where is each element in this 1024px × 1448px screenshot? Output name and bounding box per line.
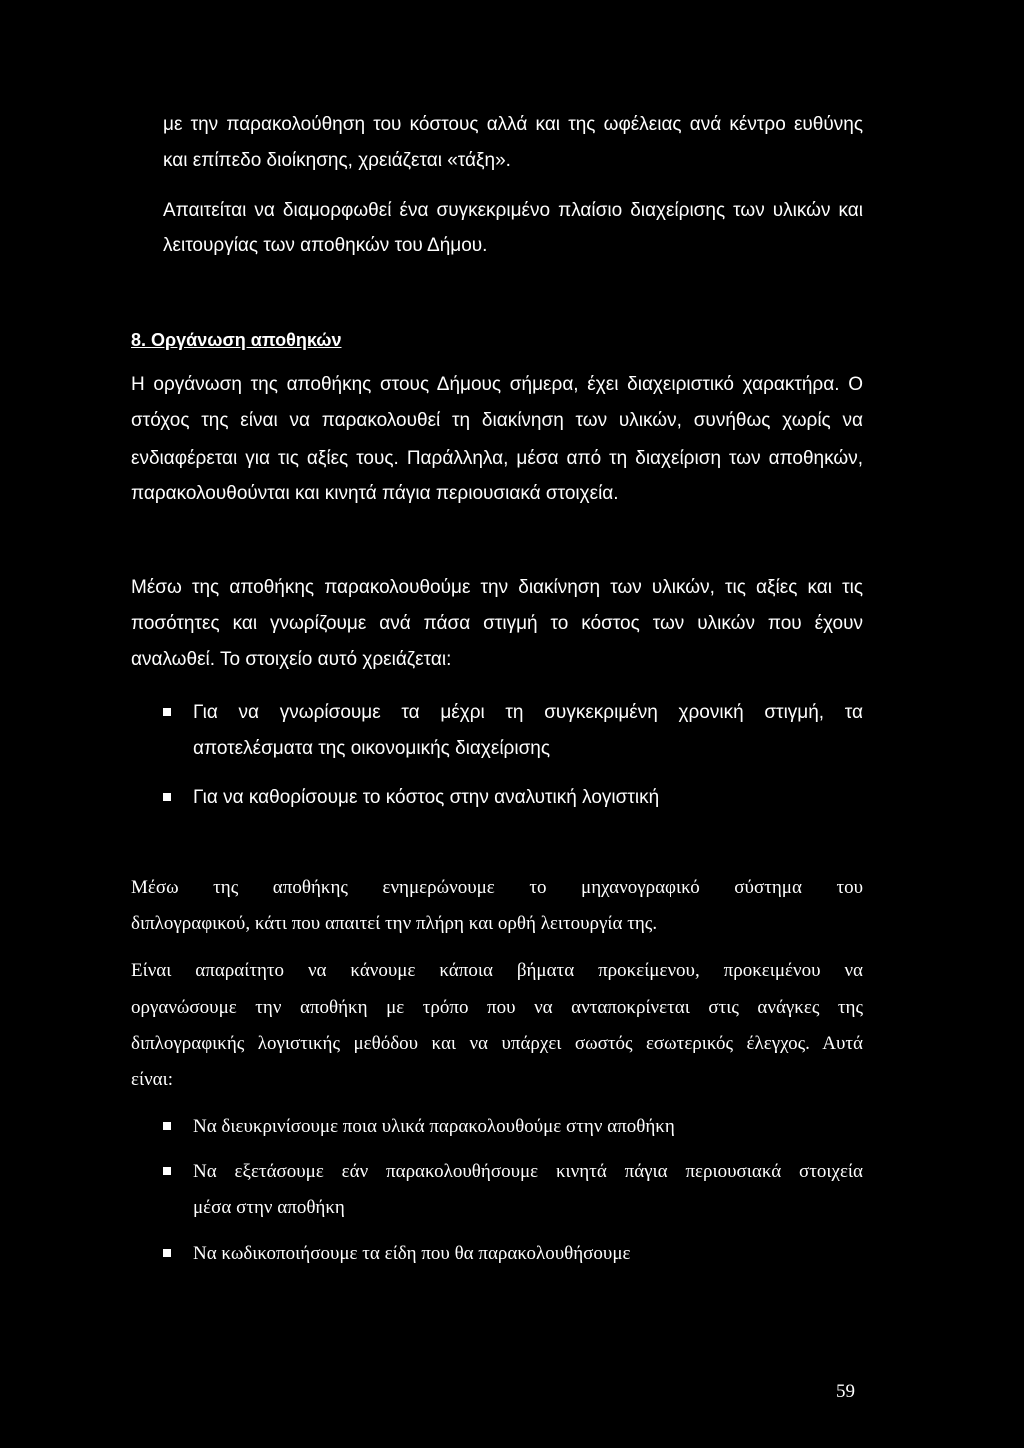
paragraph-4-line-1: Μέσω της αποθήκης παρακολουθούμε την διακίνηση των υλικών, τις αξίες και τις: [131, 577, 863, 598]
paragraph-2-line-1: Απαιτείται να διαμορφωθεί ένα συγκεκριμένο πλαίσιο διαχείρισης των υλικών και: [163, 200, 863, 221]
paragraph-5-line-2: διπλογραφικού, κάτι που απαιτεί την πλήρη και ορθή λειτουργία της.: [131, 913, 658, 934]
paragraph-6-line-4: είναι:: [131, 1069, 174, 1090]
bullet-square-icon: [163, 793, 171, 801]
paragraph-6-line-3: διπλογραφικής λογιστικής μεθόδου και να υπάρχει σωστός εσωτερικός έλεγχος. Αυτά: [131, 1033, 863, 1054]
paragraph-3-line-2: στόχος της είναι να παρακολουθεί τη διακίνηση των υλικών, συνήθως χωρίς να: [131, 410, 863, 431]
list-item-text: Να εξετάσουμε εάν παρακολουθήσουμε κινητά πάγια περιουσιακά στοιχεία: [193, 1161, 863, 1182]
paragraph-6-line-1: Είναι απαραίτητο να κάνουμε κάποια βήματα προκείμενου, προκειμένου να: [131, 960, 863, 981]
paragraph-1-line-2: και επίπεδο διοίκησης, χρειάζεται «τάξη».: [163, 150, 511, 171]
list-item-text: Για να καθορίσουμε το κόστος στην αναλυτική λογιστική: [193, 787, 660, 808]
bullet-square-icon: [163, 1249, 171, 1257]
section-title: Οργάνωση αποθηκών: [151, 330, 342, 350]
list-item-text: Για να γνωρίσουμε τα μέχρι τη συγκεκριμένη χρονική στιγμή, τα: [193, 702, 863, 723]
bullet-square-icon: [163, 708, 171, 716]
list-item-text: Να διευκρινίσουμε ποια υλικά παρακολουθούμε στην αποθήκη: [193, 1116, 675, 1137]
paragraph-6-line-2: οργανώσουμε την αποθήκη με τρόπο που να ανταποκρίνεται στις ανάγκες της: [131, 997, 863, 1018]
paragraph-4-line-2: ποσότητες και γνωρίζουμε ανά πάσα στιγμή το κόστος των υλικών που έχουν: [131, 613, 863, 634]
paragraph-3-line-3: ενδιαφέρεται για τις αξίες τους. Παράλληλα, μέσα από τη διαχείριση των αποθηκών,: [131, 448, 863, 469]
paragraph-4-line-3: αναλωθεί. Το στοιχείο αυτό χρειάζεται:: [131, 649, 452, 670]
section-number: 8.: [131, 330, 147, 350]
paragraph-5-line-1: Μέσω της αποθήκης ενημερώνουμε το μηχανογραφικό σύστημα του: [131, 877, 863, 898]
paragraph-1-line-1: με την παρακολούθηση του κόστους αλλά και της ωφέλειας ανά κέντρο ευθύνης: [163, 114, 863, 135]
list-item-text: μέσα στην αποθήκη: [193, 1197, 345, 1218]
list-item-text: αποτελέσματα της οικονομικής διαχείρισης: [193, 738, 551, 759]
section-heading: [131, 328, 342, 352]
paragraph-3-line-1: Η οργάνωση της αποθήκης στους Δήμους σήμερα, έχει διαχειριστικό χαρακτήρα. Ο: [131, 374, 863, 395]
paragraph-2-line-2: λειτουργίας των αποθηκών του Δήμου.: [163, 235, 488, 256]
page-number: 59: [836, 1381, 855, 1402]
bullet-square-icon: [163, 1122, 171, 1130]
paragraph-3-line-4: παρακολουθούνται και κινητά πάγια περιουσιακά στοιχεία.: [131, 483, 619, 504]
bullet-square-icon: [163, 1167, 171, 1175]
list-item-text: Να κωδικοποιήσουμε τα είδη που θα παρακολουθήσουμε: [193, 1243, 631, 1264]
